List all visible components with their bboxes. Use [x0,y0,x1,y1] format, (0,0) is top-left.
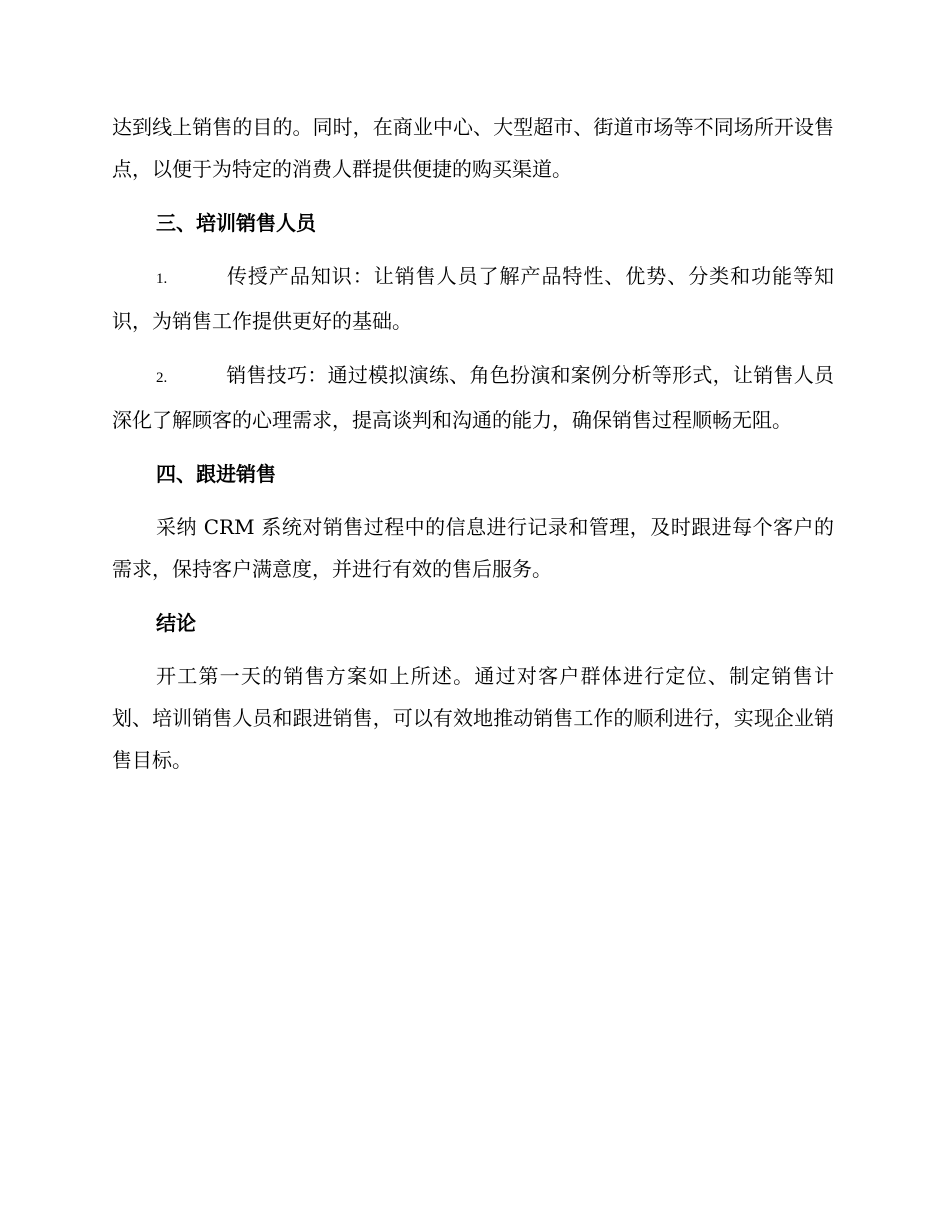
section4-paragraph: 采纳 CRM 系统对销售过程中的信息进行记录和管理，及时跟进每个客户的需求，保持客户满意度，并进行有效的售后服务。 [112,515,834,581]
conclusion-paragraph: 开工第一天的销售方案如上所述。通过对客户群体进行定位、制定销售计划、培训销售人员和跟进销售，可以有效地推动销售工作的顺利进行，实现企业销售目标。 [112,664,834,772]
section3-heading: 三、培训销售人员 [156,211,316,235]
conclusion-heading: 结论 [156,611,196,635]
list-item-text: 传授产品知识：让销售人员了解产品特性、优势、分类和功能等知识，为销售工作提供更好的基础。 [112,264,834,333]
intro-paragraph: 达到线上销售的目的。同时，在商业中心、大型超市、街道市场等不同场所开设售点，以便于为特定的消费人群提供便捷的购买渠道。 [112,115,834,181]
document-page [112,106,834,793]
section4-heading: 四、跟进销售 [156,462,276,486]
list-item-2 [112,354,834,441]
list-number: 1. [156,271,168,287]
list-number: 2. [156,370,168,386]
list-item-1 [112,255,834,342]
list-item-text: 销售技巧：通过模拟演练、角色扮演和案例分析等形式，让销售人员深化了解顾客的心理需求，提高谈判和沟通的能力，确保销售过程顺畅无阻。 [112,363,834,432]
